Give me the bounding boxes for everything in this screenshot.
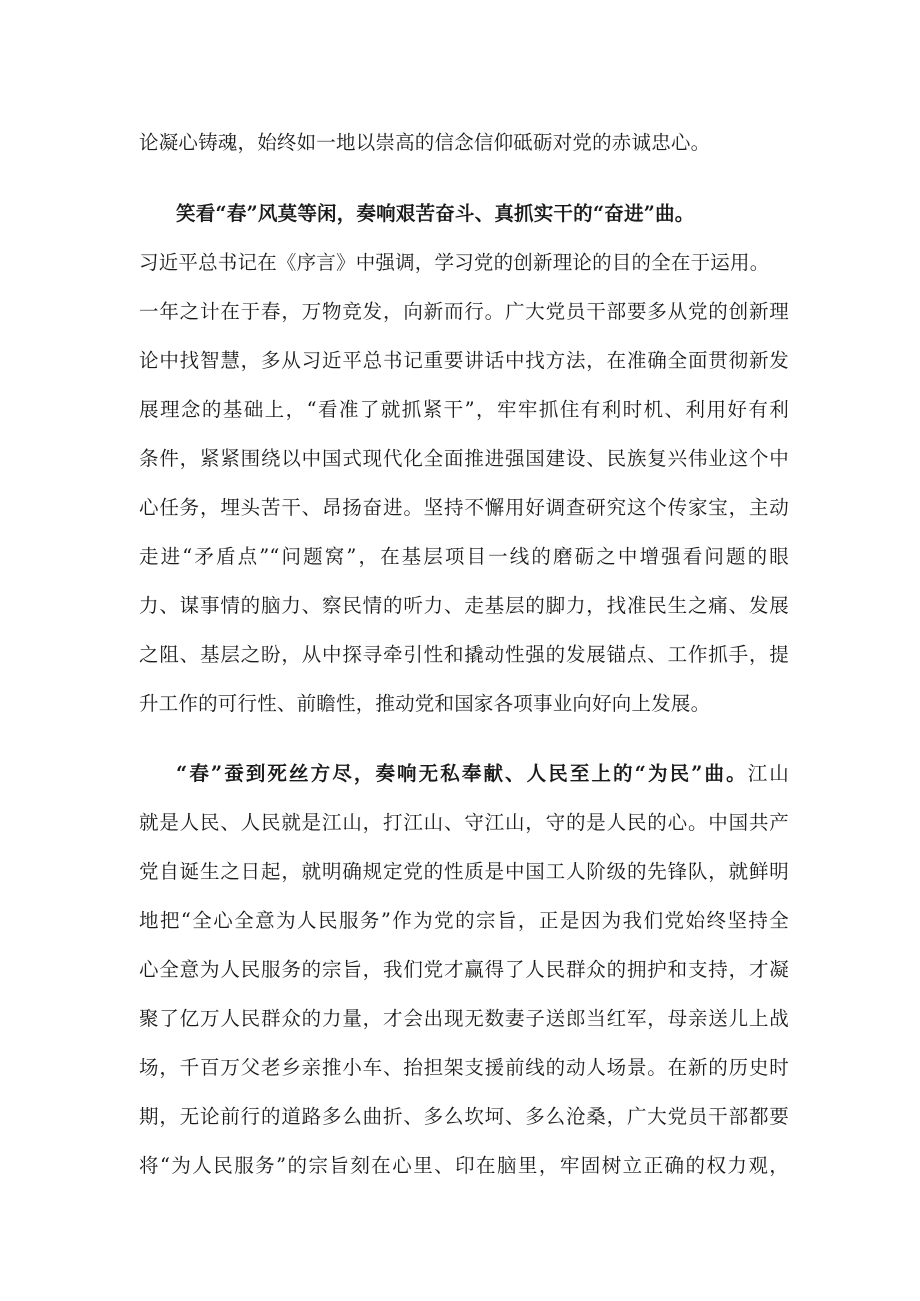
paragraph-line: 就是人民、人民就是江山，打江山、守江山，守的是人民的心。中国共产	[139, 811, 789, 834]
paragraph-line: 论凝心铸魂，始终如一地以崇高的信念信仰砥砺对党的赤诚忠心。	[139, 131, 711, 154]
paragraph-line: 习近平总书记在《序言》中强调，学习党的创新理论的目的全在于运用。	[139, 251, 770, 274]
paragraph-line: 聚了亿万人民群众的力量，才会出现无数妻子送郎当红军，母亲送儿上战	[139, 1007, 789, 1030]
section-heading: 笑看“春”风莫等闲，奏响艰苦奋斗、真抓实干的“奋进”曲。	[176, 202, 695, 225]
paragraph-line: 论中找智慧，多从习近平总书记重要讲话中找方法，在准确全面贯彻新发	[139, 349, 789, 372]
heading-continuation-text: 江山	[747, 762, 790, 785]
paragraph-line: 地把“全心全意为人民服务”作为党的宗旨，正是因为我们党始终坚持全	[139, 909, 789, 932]
paragraph-line: 心任务，埋头苦干、昂扬奋进。坚持不懈用好调查研究这个传家宝，主动	[139, 496, 789, 519]
paragraph-line: 将“为人民服务”的宗旨刻在心里、印在脑里，牢固树立正确的权力观，	[139, 1154, 789, 1177]
paragraph-line: 走进“矛盾点”“问题窝”，在基层项目一线的磨砺之中增强看问题的眼	[139, 545, 789, 568]
paragraph-line: 党自诞生之日起，就明确规定党的性质是中国工人阶级的先锋队，就鲜明	[139, 860, 789, 883]
paragraph-line: 条件，紧紧围绕以中国式现代化全面推进强国建设、民族复兴伟业这个中	[139, 447, 789, 470]
paragraph-line: 期，无论前行的道路多么曲折、多么坎坷、多么沧桑，广大党员干部都要	[139, 1105, 789, 1128]
paragraph-line: 力、谋事情的脑力、察民情的听力、走基层的脚力，找准民生之痛、发展	[139, 594, 789, 617]
section-heading: “春”蚕到死丝方尽，奏响无私奉献、人民至上的“为民”曲。	[176, 762, 748, 785]
paragraph-line: 一年之计在于春，万物竞发，向新而行。广大党员干部要多从党的创新理	[139, 300, 789, 323]
paragraph-line: 升工作的可行性、前瞻性，推动党和国家各项事业向好向上发展。	[139, 692, 711, 715]
paragraph-line: 心全意为人民服务的宗旨，我们党才赢得了人民群众的拥护和支持，才凝	[139, 958, 789, 981]
section-heading-line	[176, 759, 789, 789]
paragraph-line: 展理念的基础上，“看准了就抓紧干”，牢牢抓住有利时机、利用好有利	[139, 398, 789, 421]
paragraph-line: 场，千百万父老乡亲推小车、抬担架支援前线的动人场景。在新的历史时	[139, 1056, 789, 1079]
paragraph-line: 之阻、基层之盼，从中探寻牵引性和撬动性强的发展锚点、工作抓手，提	[139, 643, 789, 666]
